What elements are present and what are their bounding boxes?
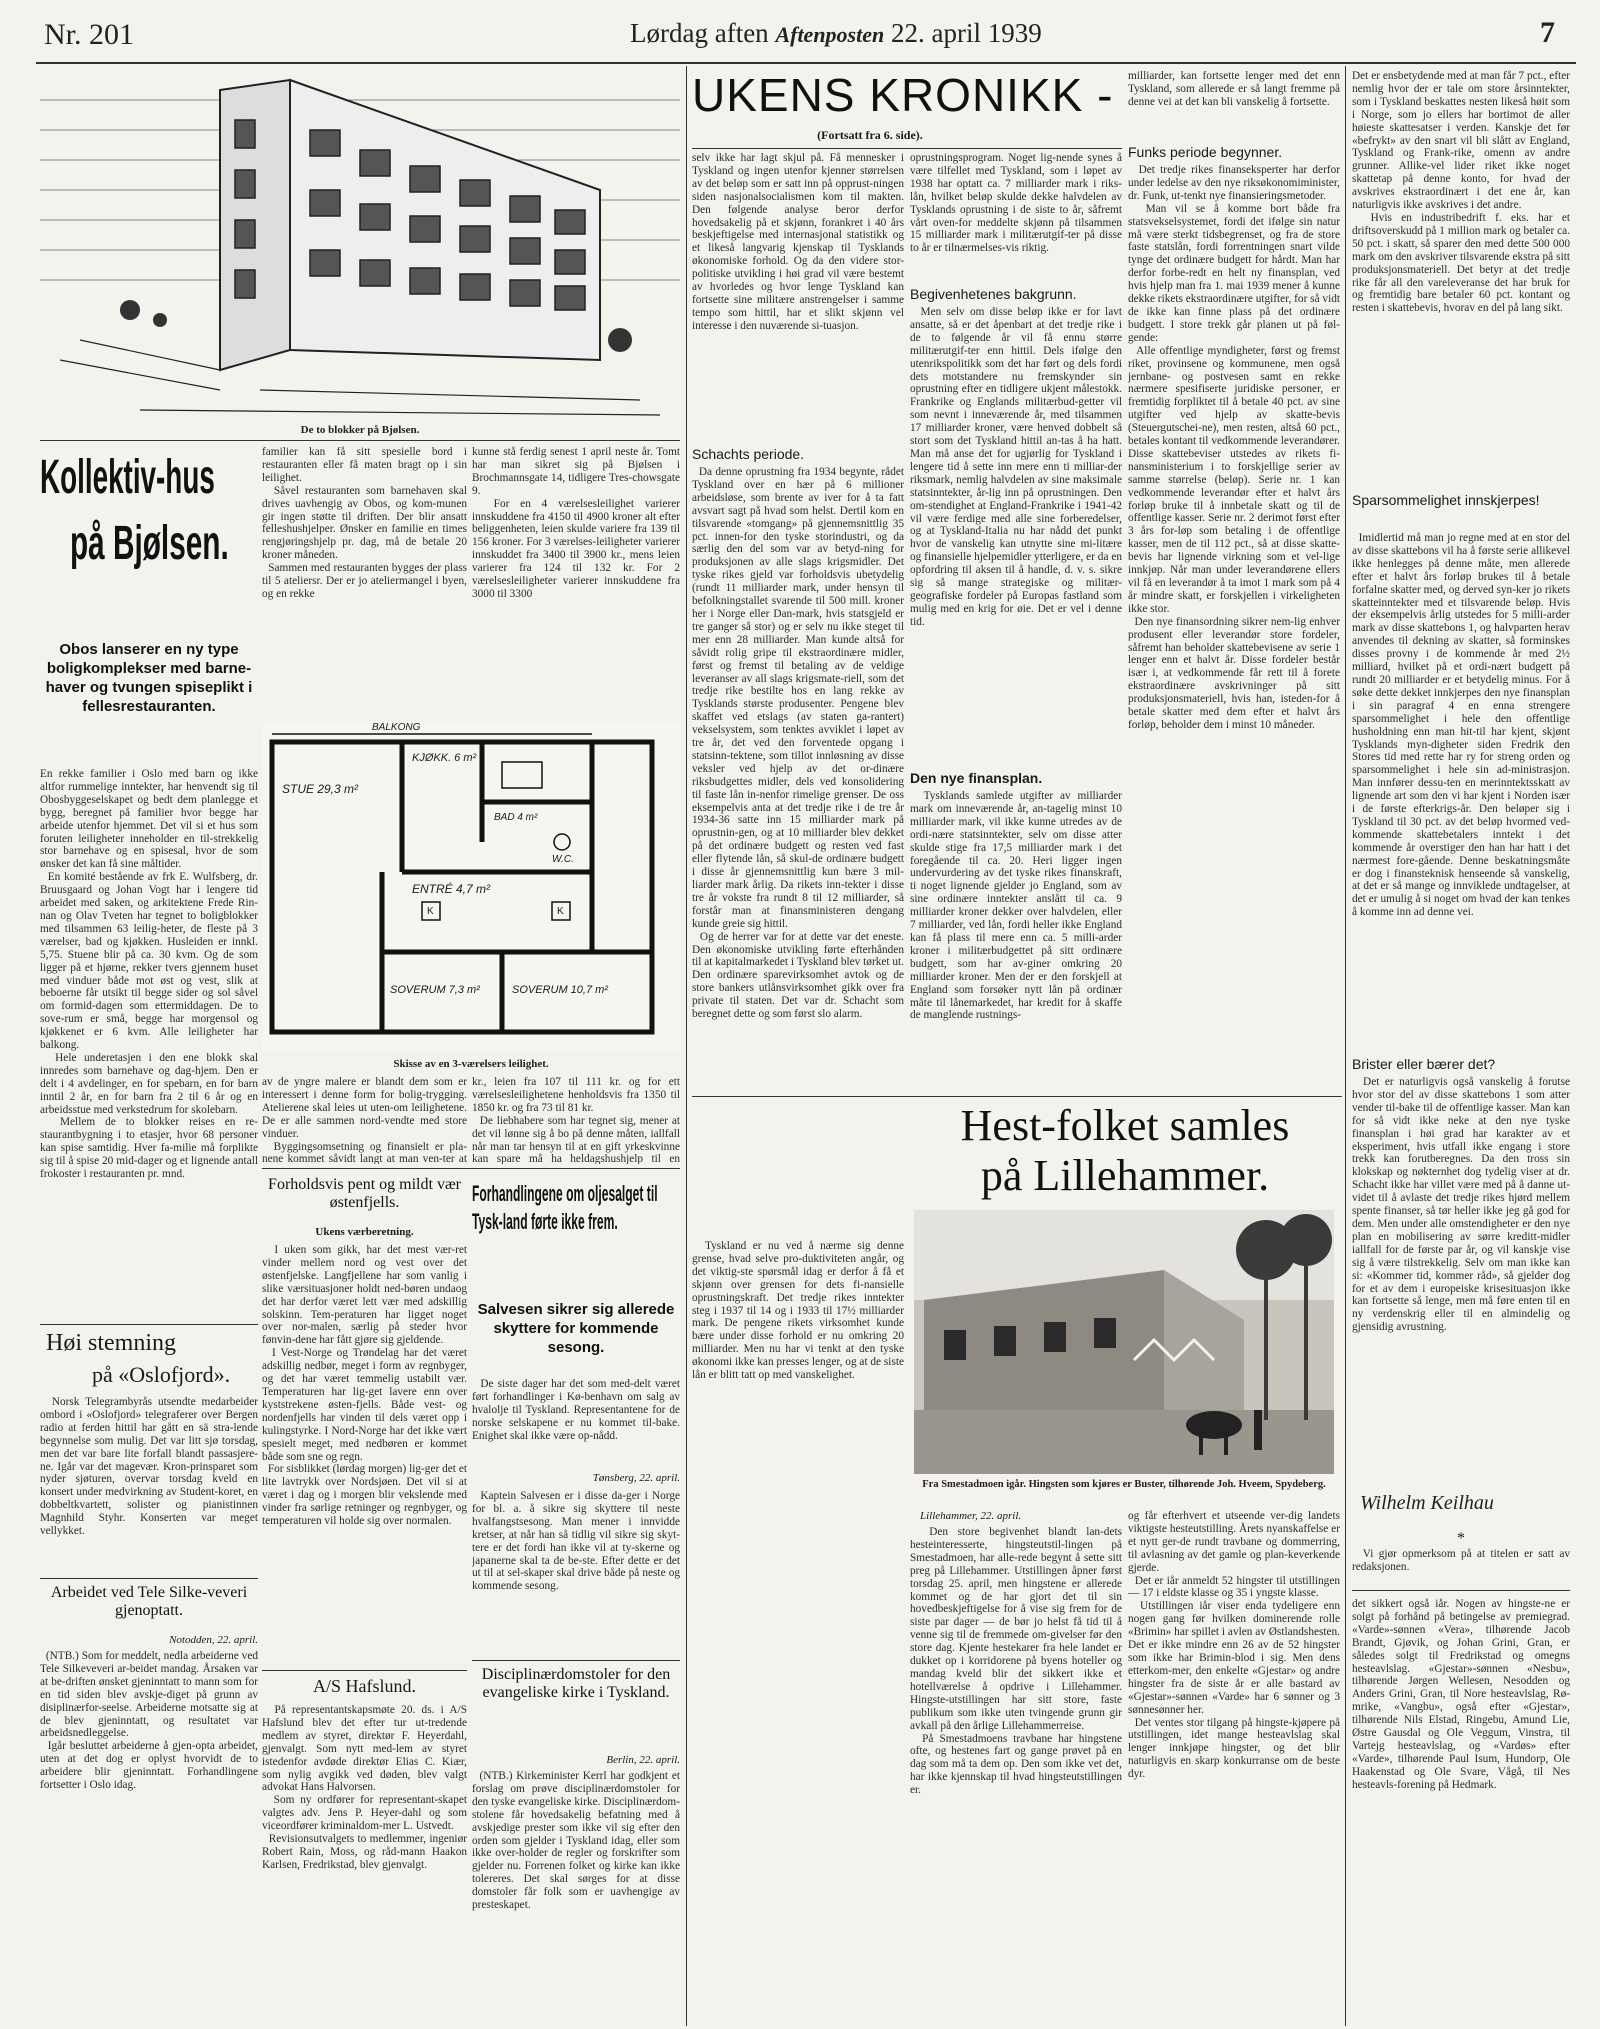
hest-photo-caption: Fra Smestadmoen igår. Hingsten som kjøres er Buster, tilhørende Joh. Hveem, Spydeberg.	[922, 1479, 1326, 1490]
kollektiv-body-1b: familier kan få sitt spesielle bord i restauranten eller få maten bragt op i sin leilighet. Såvel restauranten som barnehaven skal drives uavhengig av Obos, og kom-munen gir ingen støtte til driften. Der blir ansatt felleshushjelper. Ønsker en familie en times rengjøringshjelp pr. dag, må de betale 20 kroner måneden. Sammen med restauranten bygges der plass til 5 ateliersr. Der er jo ateliermangel i byen, og en rekke	[262, 446, 467, 600]
kronikk-col2-heading-1: Begivenhetenes bakgrunn.	[910, 286, 1077, 302]
hest-body-2: og får efterhvert et utseende ver-dig landets viktigste hesteutstilling. Årets nyanskaffelse er et nytt ger-de rundt travbane og dommerring, til avlasning av det gamle og plan-keverkende gjerde. Det er iår anmeldt 52 hingster til utstillingen — 17 i eldste klasse og 35 i yngste klasse. Utstillingen iår viser enda tydeligere enn nogen gang før hvilken dominerende rolle «Brimin» har spillet i avlen av Østlandshesten. Det er ikke mindre enn 26 av de 52 hingster som ikke har Brimin-blod i sig. Men dens etterkom-mer, den enkelte «Gjestar» og andre hingster fra de siste år er alle bastard av «Gjestar»-sønnen «Varde» har 6 sønner og 3 sønnesønner her. Det ventes stor tilgang på hingste-kjøpere på utstillingen, idet mange hesteavlslag skal lenger innkjøpe hingster, og det blir naturligvis en skarp konkurranse om de beste dyr.	[1128, 1510, 1340, 1781]
kollektiv-headline-2: på Bjølsen.	[70, 517, 229, 570]
kronikk-col4-body-c: Det er naturligvis også vanskelig å forutse hvor stor del av disse skattebons 1 som atter vender til-bake til de offentlige kasser. Man kan for så vidt ikke neke at den nye tyske finansplan i høi grad har karakter av et eksperiment, hvis utfall ikke engang i store trekk kan forutberegnes. Da den tross sin klokskap og nøkternhet dog tydelig viser at dr. Schacht ikke har villet være med på å danne ut-videt til å avlaste det tredje rikes hjørd mellem spente finanser, så tør heller ikke jeg gå god for dem. Men under alle omstendigheter er den nye plan en mobilisering av sørre kreditt-midler iallfall for de første par år, og vil kanskje vise sig å være tilstrekkelig. Selv om man ikke kan si: «Kommer tid, kommer råd», så gjelder dog for et av dem i europeiske krisesituasjon ikke kan fortsette så lenge, men må føre enten til en ny verdenskrig eller til en almindelig og gjensidig avrustning.	[1352, 1076, 1570, 1334]
plan-label-entre: ENTRÉ 4,7 m²	[412, 882, 491, 896]
left-rule-1	[40, 440, 680, 441]
floor-plan-caption: Skisse av en 3-værelsers leilighet.	[393, 1058, 549, 1070]
kronikk-col4-heading-2: Brister eller bærer det?	[1352, 1056, 1496, 1072]
masthead-dateline	[630, 18, 1050, 56]
masthead-paper: Aftenposten	[775, 22, 885, 47]
hest-place: Lillehammer, 22. april.	[920, 1510, 1022, 1522]
kronikk-col3-body: milliarder, kan fortsette lenger med det enn Tyskland, som allerede er så langt fremme på denne vei at det kan bli vanskelig å fortsette.	[1128, 70, 1340, 108]
hest-photo	[914, 1210, 1334, 1474]
kronikk-col4-body: Det er ensbetydende med at man får 7 pct., efter nemlig hvor der er tale om store årsinntekter, som i Tyskland beskattes nesten likeså høit som i Norge, som jo ellers har bortimot de aller høieste skattesatser i verden. Kanskje det før «befrykt» av den snart vil bli slått av England, Tyskland og Frank-rike, omenn av andre grunner. Allike-vel lider riket ikke noget skattetap på denne konto, for hvad der avskrives ekstraordinært i det ene år, kan naturligvis ikke avskrives i det andre. Hvis en industribedrift f. eks. har et driftsoverskudd på 1 million mark og betaler ca. 50 pct. i skatt, så sparer den med dette 500 000 mark om den avskriver tilsvarende ekstra på sitt produksjonsmateriell. Det betyr at det tredje rike får all den vareleveranse det har bruk for og fremtidig bare betaler 60 pct. kontant og resten i skattebevis, hvorav en del på lang sikt.	[1352, 70, 1570, 315]
floor-plan	[262, 722, 680, 1052]
col-sep-1	[686, 66, 687, 2026]
plan-label-kjokk: KJØKK. 6 m²	[412, 752, 477, 764]
tele-body: (NTB.) Som for meddelt, nedla arbeiderne ved Tele Silkeveveri ar-beidet mandag. Årsaken var at be-driften ønsket gjeninntatt to mann som for en tid siden blev avskje-diget på grunn av disiplinærfor-seelse. Arbeiderne motsatte sig at de blev gjeninntatt, og resultatet var arbeidsnedleggelse. Igår besluttet arbeiderne å gjen-opta arbeidet, uten at det dog er oplyst hvorvidt de to arbeidere blir gjeninntatt. Forhandlingene fortsetter i Oslo idag.	[40, 1650, 258, 1792]
hoi-rule	[40, 1324, 258, 1325]
kronikk-continued: (Fortsatt fra 6. side).	[817, 128, 923, 142]
left-rule-2	[262, 1168, 680, 1169]
kollektiv-body-1d: av de yngre malere er blandt dem som er interessert i denne form for bolig-trygging. Atelierene skal leies ut uten-om leilighetene. De er alle sammen nord-vendte med store vinduer. Byggingsomsetning og finansielt er pla-nene kommet såvidt langt at man ven-ter at	[262, 1076, 467, 1164]
hest-title-1: Hest-folket samles	[960, 1101, 1290, 1150]
kollektiv-deck: Obos lanserer en ny type boligkomplekser med barne-haver og tvungen spiseplikt i fellesrestauranten.	[45, 641, 253, 715]
vaer-body: I uken som gikk, har det mest vær-ret vinder mellem nord og vest over det østenfjelske. Langfjellene har som vanlig i slike værsituasjoner holdt ned-børen undaog det har derfor været lett vær med adskillig solskinn. Tem-peraturen har ligget noget over nor-malen, særlig på steder hvor fønvin-dene har fått gjøre sig gjeldende. I Vest-Norge og Trøndelag har det været adskillig nedbør, meget i form av regnbyger, og det har været temmelig ustabilt vær. Temperaturen har lig-get lavere enn over kyststrekene østen-fjells. Både vest- og nordenfjells har vinden til dels været opp i kulingstyrke. I Nord-Norge har det ikke vært spesielt meget, med nedbøren er kommet både som sne og regn. For sisblikket (lørdag morgen) lig-ger det et lite lavtrykk over Nordsjøen. Det vil si at været i dag og i morgen blir vekslende med vinder fra sørlige retninger og regnbyger, og temperaturen vil holde sig over normalen.	[262, 1244, 467, 1528]
hoi-title-1: Høi stemning	[46, 1330, 176, 1356]
kronikk-col2-heading-2: Den nye finansplan.	[910, 770, 1043, 786]
masthead-date: 22. april 1939	[890, 18, 1042, 48]
col-sep-2	[1345, 66, 1346, 2026]
disc-rule	[472, 1660, 680, 1661]
kronikk-note: Vi gjør opmerksom på at titelen er satt av redaksjonen.	[1352, 1548, 1570, 1573]
kronikk-col4-heading-1: Sparsommelighet innskjerpes!	[1352, 492, 1540, 508]
masthead-page-number: 7	[1540, 16, 1555, 49]
masthead-day: Lørdag aften	[630, 18, 769, 48]
hest-photo-drawing	[914, 1210, 1334, 1474]
disc-body: (NTB.) Kirkeminister Kerrl har godkjent et forslag om prøve disciplinærdomstoler for den tyske evangeliske kirke. Disciplinærdom-stolene får hovedsakelig befatning med å avskjedige prester som ikke vil sig efter den orden som gjelder i Tyskland idag, eller som ikke over-holder de regler og forskrifter som gjelder nu. Forrenen folket og kirke kan ikke tolereres. Det skal sørges for at disse domstoler får folk som er uavhengige av presteskapet.	[472, 1770, 680, 1912]
tele-title: Arbeidet ved Tele Silke-veveri gjenoptatt.	[50, 1584, 248, 1619]
hoi-title-2: på «Oslofjord».	[92, 1362, 231, 1387]
kronikk-col4-body-b: Imidlertid må man jo regne med at en stor del av disse skattebons vil ha å første serie allikevel ikke henlegges på denne måte, men allerede efter et halvt års forløp brukes til å betale forfalne skatter med, og derved syn-ker jo rikets skatteinntekter med et tilsvarende beløp. Hvis der eksempelvis årlig utstedes for 5 milli-arder mark av disse skattebons 1, og halvparten herav anvendes til dekning av skatter, så forminskes disses provny i de kommende år med 2½ milliard, hvilket på et ordi-nært budgett på rundt 20 milliarder er et betydelig minus. For å søke dette dekket innkjerpes den nye finansplan i sin paragraf 4 en enna strengere sparsommelighet i hele den offentlige husholdning enn man hit-til har kjent, skjønt Tysklands myn-digheter siden Fredrik den Stores tid med rette har ry for streng orden og sparsommelighet i hele sin ad-ministrasjon. Man innfører dessu-ten en merinntektsskatt av lignende art som den vi har kjent i Norden især i de første efterkrigs-år. Den beløper sig i Tyskland til 30 pct. av det beløp hvormed ved-kommende skattebetalers inntekt i det kommende år overstiger den han har hatt i det nærmest fore-gående. Denne beskatningsmåte er dog i finansteknisk henseende så vanskelig, at det er så mange og innviklede undtagelser, at det er umulig å si noget om hvad der kan tenkes å komme inn ad denne vei.	[1352, 532, 1570, 919]
kronikk-col2-body: oprustningsprogram. Noget lig-nende synes å være tilfellet med Tyskland, som i løpet av 1938 har optatt ca. 7 milliarder mark i riks-lån, hvilket beløp skulde dekke halvdelen av Tysklands oprustning i de siste to år, såfremt vårt oven-for meddelte skjønn på tilsammen 15 milliarder mark i militærutgif-ter på disse to år er tilnærmelses-vis riktig.	[910, 152, 1122, 255]
plan-label-soverum-2: SOVERUM 10,7 m²	[512, 984, 608, 996]
building-caption: De to blokker på Bjølsen.	[300, 424, 420, 436]
kollektiv-headline-1: Kollektiv-hus	[40, 451, 215, 504]
plan-label-soverum-1: SOVERUM 7,3 m²	[390, 984, 480, 996]
plan-label-k2: K	[557, 906, 564, 917]
hest-body-3: det sikkert også iår. Nogen av hingste-ne er solgt på forhånd på betingelse av premiegrad. «Varde»-sønnen «Vera», tilhørende Jacob Brandt, Gjøvik, og Johan Grini, Gran, er således solgt til Fredrikstad og omegns hesteavlslag. «Gjestar»-sønnen «Nesbu», tilhørende Jørgen Wellesen, Nesodden og Anders Grini, Gran, til Nore hesteavlslag, Rø-mrike, «Vangbu», også efter «Gjestar», tilhørende Nils Elstad, Ringebu, Amund Lie, Østre Gausdal og Ole Veggum, Vinstra, til Vartejg hesteavlslag, og «Vardøs» efter «Varde», tilhørende Paul Isum, Hundorp, Ole Haakenstad og Ole Svare, Vågå, til Nes hesteavls-forening på Hedmark.	[1352, 1598, 1570, 1791]
vaer-title: Forholdsvis pent og mildt vær østenfjells.	[268, 1176, 461, 1211]
masthead-rule	[36, 62, 1576, 64]
plan-label-k1: K	[427, 906, 434, 917]
hafs-rule	[262, 1670, 467, 1671]
kollektiv-body-1e: kr., leien fra 107 til 111 kr. og for ett værelsesleilighetene henholdsvis fra 1350 til 1850 kr. og fra 73 til 81 kr. De liebhabere som har tegnet sig, mener at det vil lønne sig å bo på denne måten, iallfall når man tar hensyn til at en gift yrkeskvinne kan spare må ha heldagshushjelp til en	[472, 1076, 680, 1164]
kronikk-rule	[692, 148, 1122, 149]
hafs-title: A/S Hafslund.	[313, 1676, 416, 1696]
kronikk-bottom-rule	[692, 1096, 1342, 1097]
disc-title: Disciplinærdomstoler for den evangeliske kirke i Tyskland.	[481, 1666, 671, 1701]
olje-place: Tønsberg, 22. april.	[592, 1472, 680, 1484]
plan-label-bad: BAD 4 m²	[494, 812, 538, 823]
tele-place: Notodden, 22. april.	[169, 1634, 258, 1646]
kollektiv-body-1c: kunne stå ferdig senest 1 april neste år. Tomt har man sikret sig på Bjølsen i Brochmannsgate 14, tidligere Tres-chowsgate 9. For en 4 værelsesleilighet varierer innskuddene fra 4150 til 4900 kroner alt efter beliggenheten, leien skulde variere fra 139 til 156 kroner. For 3 værelses-leiligheter varierer innskuddet fra 3400 til 3900 kr., mens leien varierer fra 124 til 132 kr. For 2 værelsesleiligheter varierer innskuddene fra 3000 til 3300	[472, 446, 680, 600]
kronikk-col1-body-b: Da denne oprustning fra 1934 begynte, rådet Tyskland over en hær på 6 millioner arbeidsløse, som brente av iver for å ta fatt avsvart sagt på hvad som helst. Dertil kom en tilsvarende «tomgang» på gjennemsnittlig 35 pct. innen-for den tyske storindustri, og da særlig den del som var av betyd-ning for produksjonen av alle slags krigsmidler. Det tyske rikes gjeld var forholdsvis ubetydelig (rundt 11 milliarder mark, under hensyn til befolkningstallet svarende til 500 mill. kroner her i Norge eller Dan-mark, hvis statsgjeld er tre ganger så stor) og er selv nu ikke steget til mer enn 28 milliarder. Man kunde altså for såvidt rolig gripe til ekstraordinære midler, først og fremst til betaling av de veldige leveranser av all slags krigsmate-riell, som det tredje rike bestilte hos en lang rekke av Tysklands største produsenter. Pengene blev skaffet ved etslags (av staten ga-rantert) vekselsystem, som tenktes avviklet i løpet av tre år, det ved den forventede opgang i statsinn-tektene, som tillot innløsning av disse veksler ved hjelp av det or-dinære riksbudgettes midler, dels ved konsolidering til faste lån in-nenfor rimelige grenser. De oss eksempelvis anta at det tredje rike i de tre år 1934-36 satte inn 15 milliarder mark på oprustnin-gen, og at 10 milliarder blev dekket på det ordinære budgett og resten ved fast eller flytende lån, så skul-de ordinære budgett i disse år gjennemsnittlig kun bære 3 mil-liarder mark årlig. Da rikets inn-tekter i disse tre år vokste fra rundt 8 til 12 milliarder, så forstår man at finansministeren dengang kunde greie sig hittil. Og de herrer var for at dette var det eneste. Den økonomiske utvikling førte efterhånden til at kapitalmarkedet i Tyskland blev tørket ut. Den ordinære sparevirksomhet avtok og de store bankers utlånsvirksomhet gikk over fra private til staten. Det var dr. Schacht som beregnet dette og som først slo alarm.	[692, 466, 904, 1021]
building-drawing	[40, 70, 680, 422]
kronikk-note-star: *	[1457, 1530, 1465, 1546]
kronikk-signature: Wilhelm Keilhau	[1360, 1492, 1494, 1514]
disc-place: Berlin, 22. april.	[606, 1754, 680, 1766]
kollektiv-headline-box	[40, 446, 258, 632]
olje-title: Forhandlingene om oljesalget til Tysk-land førte ikke frem.	[472, 1181, 658, 1234]
plan-label-stue: STUE 29,3 m²	[282, 782, 359, 796]
plan-label-wc: W.C.	[552, 854, 574, 865]
hest-title-2: på Lillehammer.	[980, 1151, 1270, 1200]
hoi-body: Norsk Telegrambyrås utsendte medarbeider ombord i «Oslofjord» telegraferer over Bergen radio at ferden hittil har gått en sä stra-lende begynnelse som mulig. Det var litt sjø torsdag, men det var bare lite forfall blandt passasjere-ne. Igår var det magevær. Kron-prinsparet som nyder sjøturen, overvar torsdag kveld en konsert under medvirkning av Student-koret, en dobbeltkvartett, solister og pianistinnen Magnhild Styhr. Konserten var meget vellykket.	[40, 1396, 258, 1538]
kollektiv-body-1: En rekke familier i Oslo med barn og ikke altfor rummelige inntekter, har henvendt sig til Obosbyggeselskapet og bedt dem planlegge et bygg, beregnet på familier hvor begge har arbeide utenfor hjemmet. Det vil si et hus som foruten leiligheter inneholder en til-strekkelig stor barnehave og en spisesal, hvor de som ønsker det kan få sine måltider. En komité bestående av frk E. Wulfsberg, dr. Bruusgaard og Johan Vogt har i lengere tid arbeidet med saken, og arkitektene Frede Rin-nan og Olav Tveten har tegnet to boligblokker med tilsammen 63 leilig-heter, de fleste på 3 værelser, bad og kjøkken. Husleiden er innkl. 5,75. Stuene blir på ca. 30 kvm. Og de som ligger på et hjørne, rekker tvers gjennem huset med vinduer både mot øst og vest, slik at beboerne får utsikt til begge sider og sol såvel om formid-dagen som ettermiddagen. De to sove-rum er små, begge har morgensol og kjøkkenet er 6 kvm. Alle leiligheter har balkong. Hele underetasjen i den ene blokk skal innredes som barnehave og dag-hjem. Den er delt i 4 avdelinger, en for spebarn, en for barn inntil 2 år, en for barn fra 2 til 6 år og en arbeidsstue med verkstedrum for skolebarn. Mellem de to blokker reises en re-staurantbygning i to etasjer, hvor 68 personer kan spise samtidig. Hver fa-milie må forplikte sig til å spise 20 mid-dager og et lignende antall frokoster i restauranten pr. mnd.	[40, 768, 258, 1181]
vaer-sub: Ukens værberetning.	[315, 1226, 414, 1238]
kronikk-col2-body-c: Tysklands samlede utgifter av milliarder mark om inneværende år, an-tagelig minst 10 milliarder mark, vil ikke kunne utredes av de ordi-nære statsinntekter, selv om disse atter skulde stige fra 17,5 milliarder mark i det foregående til ca. 20. Heri ligger ingen undervurdering av det tyske rikes finanskraft, ti noget lignende gjelder jo England, som av sine ordinære inntekter anslått til ca. 9 milliarder kroner dekker over halvdelen, eller 7 milliarder, ved lån, fordi heller ikke England kan få plass til mere enn ca. 5 milli-arder kroner i militærbudgettet på sitt ordinære budgett, som har av-giner omkring 20 milliarder kroner. Men der er den forskjell at England som forsøker nytt lån på ordinær måte til lånemarkedet, har kredit for å skaffe de manglende rustnings-	[910, 790, 1122, 1022]
kronikk-col3-heading: Funks periode begynner.	[1128, 144, 1283, 160]
olje-deck: Salvesen sikrer sig allerede skyttere for kommende sesong.	[477, 1301, 675, 1356]
hafs-body: På representantskapsmøte 20. ds. i A/S Hafslund blev det efter tur ut-tredende medlem av styret, direktør F. Heyerdahl, gjenvalgt. Som nytt med-lem av styret istedenfor avdøde direktør Elias C. Kiær, som nylig avgikk ved døden, blev valgt advokat Hans Halvorsen. Som ny ordfører for representant-skapet valgtes adv. Jens P. Heyer-dahl og som viceordfører kriminaldom-mer L. Ustvedt. Revisionsutvalgets to medlemmer, ingeniør Robert Rain, Moss, og råd-mann Haakon Karlsen, Fredrikstad, blev gjenvalgt.	[262, 1704, 467, 1871]
kronikk-col1-body-c: Tyskland er nu ved å nærme sig denne grense, hvad selve pro-duktiviteten angår, og det viktig-ste spørsmål idag er derfor å få et skjønn over grensen for dets fi-nansielle oprustningskraft. Det tredje rikes inntekter steg i 1937 til 14 og i 1933 til 17½ milliarder mark. De pengene rikets virksomhet kunde bære under disse forhold er nu omkring 20 milliarder. Men nu har vi tenkt at den tyske økonomi ikke kan presses lenger, og at de siste lån er blitt tatt op med vanskelighet.	[692, 1240, 904, 1382]
kronikk-col2-body-b: Men selv om disse beløp ikke er for lavt ansatte, så er det åpenbart at det tredje rike i de to følgende år vil få ennu større militærutgif-ter enn hittil. Dels ifølge den utenrikspolitikk som det har ført og dels fordi dets motstandere nu fremskynder sin oprustning efter en tidligere ukjent målestokk. Frankrike og Englands militærbud-getter vil som nevnt i inneværende år, med tilsammen 17 milliarder kroner, være henved dobbelt så stort som det Tyskland hittil an-tas å ha hatt. Man må anse det for ugjørlig for Tyskland i lengere tid å sette inn mere enn ti milliar-der riksmark, nemlig halvdelen av sine maksimale statsinntekter, år-lig inn på oprustningen. Den om-stendighet at England-Frankrike i 1941-42 vil være ferdige med alle sine forberedelser, og at Tyskland-Italia nu har nådd det punkt hvor de vanskelig kan utnytte sine mi-litære og finansielle hjelpemidler ytterligere, er da en opfordring til aksen til å handle, d. v. s. sikre sig så mange strategiske og militær-geografiske fordeler på Europas fastland som mulig med en krig for øie. Det er vel i denne tid.	[910, 306, 1122, 628]
tele-rule	[40, 1578, 258, 1579]
kronikk-col1-heading: Schachts periode.	[692, 446, 805, 462]
masthead-number: Nr. 201	[44, 18, 134, 51]
building-illustration	[40, 70, 680, 422]
plan-label-balkong: BALKONG	[372, 722, 421, 733]
col4-bottom-rule	[1352, 1590, 1570, 1591]
kronikk-title: UKENS KRONIKK -	[692, 69, 1114, 121]
hest-body-1: Den store begivenhet blandt lan-dets hesteinteresserte, hingsteutstil-lingen på Smestadmoen, har alle-rede begynt å sette sitt preg på Lillehammer. Utstillingen åpner først torsdag 25. april, men hingstene er allerede kommet og de har gjort det til sin hovedbeskjeftigelse for å vise sig frem for de siste par dager — de bør jo helst få tid til å venne sig til de fremmede om-givelser før den store dag. Kjente hestekarer fra hele landet er dukket op i korridorene på byens hoteller og mandag kveld blir det sikkert ikke et hotellværelse å opdrive i Lillehammer. Hingste-utstillingen har sitt store, faste publikum som ikke uten tvingende grunn gir avkall på den årlige Lillehammerreise. På Smestadmoens travbane har hingstene ofte, og hestenes fart og gange prøvet på en dag som må ta dem op. Den som ikke vet det, har ikke kjennskap til hvad hingsteutstillingen er.	[910, 1526, 1122, 1797]
olje-body-2: Kaptein Salvesen er i disse da-ger i Norge for bl. a. å sikre sig skyttere til neste hvalfangstsesong. Man mener i innvidde kretser, at når han så tidlig vil sikre sig skyt-tere er det fordi han ikke vil at ty-skerne og japanerne skal ta de be-ste. Efter dette er det ut til at sel-skaper skal drive både på neste og kommende sesong.	[472, 1490, 680, 1593]
kronikk-col3-body-b: Det tredje rikes finanseksperter har derfor under ledelse av den nye riksøkonomiminister, dr. Funk, ut-tenkt nye finansieringsmetoder. Man vil se å komme bort både fra statsvekselsystemet, fordi det ifølge sin natur må være sterkt tidsbegrenset, og fra de store faste statslån, fordi forrentningen snart vilde tynge det ordinære budgett for hårdt. Man har derfor forbe-redt en helt ny finansplan, ved hvis hjelp man fra 1. mai 1939 mener å kunne dekke rikets ekstraordinære utgifter, for så vidt de ikke kan finne plass på det ordinære budgett. I store trekk går planen ut på føl-gende: Alle offentlige myndigheter, først og fremst riket, provinsene og kommunene, men også jernbane- og postvesen samt en rekke nærmere spesifiserte juridiske personer, er fremtidig forpliktet til å betale 40 pct. av sine utgifter ved hjelp av skatte-bevis (Steuergutschei-ne), men resten, altså 60 pct., betales kontant til vedkommende leverandører. Disse skattebeviser utstedes av rikets fi-nansministerium i to forskjellige serier av samme størrelse (beløp). Serie nr. 1 kan vedkommende leverandør efter et halvt års forløp bruke til å innbetale skatt og til de offentlige kasser. Serie nr. 2 derimot først efter 3 års for-løp som betaling i de offentlige kasser, men de til 112 pct., så at disse skatte-bevis har lignende virkning som et vel-lige innkjøp. Når man under leverandørene ellers vil få en leverandør å ta imot 1 mark som på 4 år mindre skatt, er forskjellen i virkeligheten ikke stor. Den nye finansordning sikrer nem-lig enhver produsent eller leverandør store fordeler, såfremt han beholder skattebevisene av serie 1 lenger enn et halvt år. Disse fordeler består især i, at vedkommende får rett til å forete ekstraordinære avskrivninger på sitt produksjonsmateriell, hvis han, isteden-for å betale skatter med dem efter et halvt års forløp, beholder dem i minst 10 måneder.	[1128, 164, 1340, 731]
olje-body-1: De siste dager har det som med-delt været ført forhandlinger i Kø-benhavn om salg av hvalolje til Tyskland. Representantene for de norske selskapene er nu kommet til-bake. Enighet skal ikke være op-nådd.	[472, 1378, 680, 1442]
kronikk-col1-body: selv ikke har lagt skjul på. Få mennesker i Tyskland og ingen utenfor kjenner størrelsen av det beløp som er satt inn på opprust-ningen siden nasjonalsocialismen kom til makten. Den følgende analyse beror derfor hovedsakelig på et skjønn, forankret i 40 års beskjeftigelse med internasjonal statistikk og et likeså langvarig kjenskap til Tysklands økonomiske forhold. Og da den videre stor-politiske utvikling i høi grad vil være bestemt av hvorledes og hvor lenge Tyskland kan fortsette sine militære anstrengelser i samme tempo som hittil, har et slikt skjønn vel interesse i den nuværende si-tuasjon.	[692, 152, 904, 332]
